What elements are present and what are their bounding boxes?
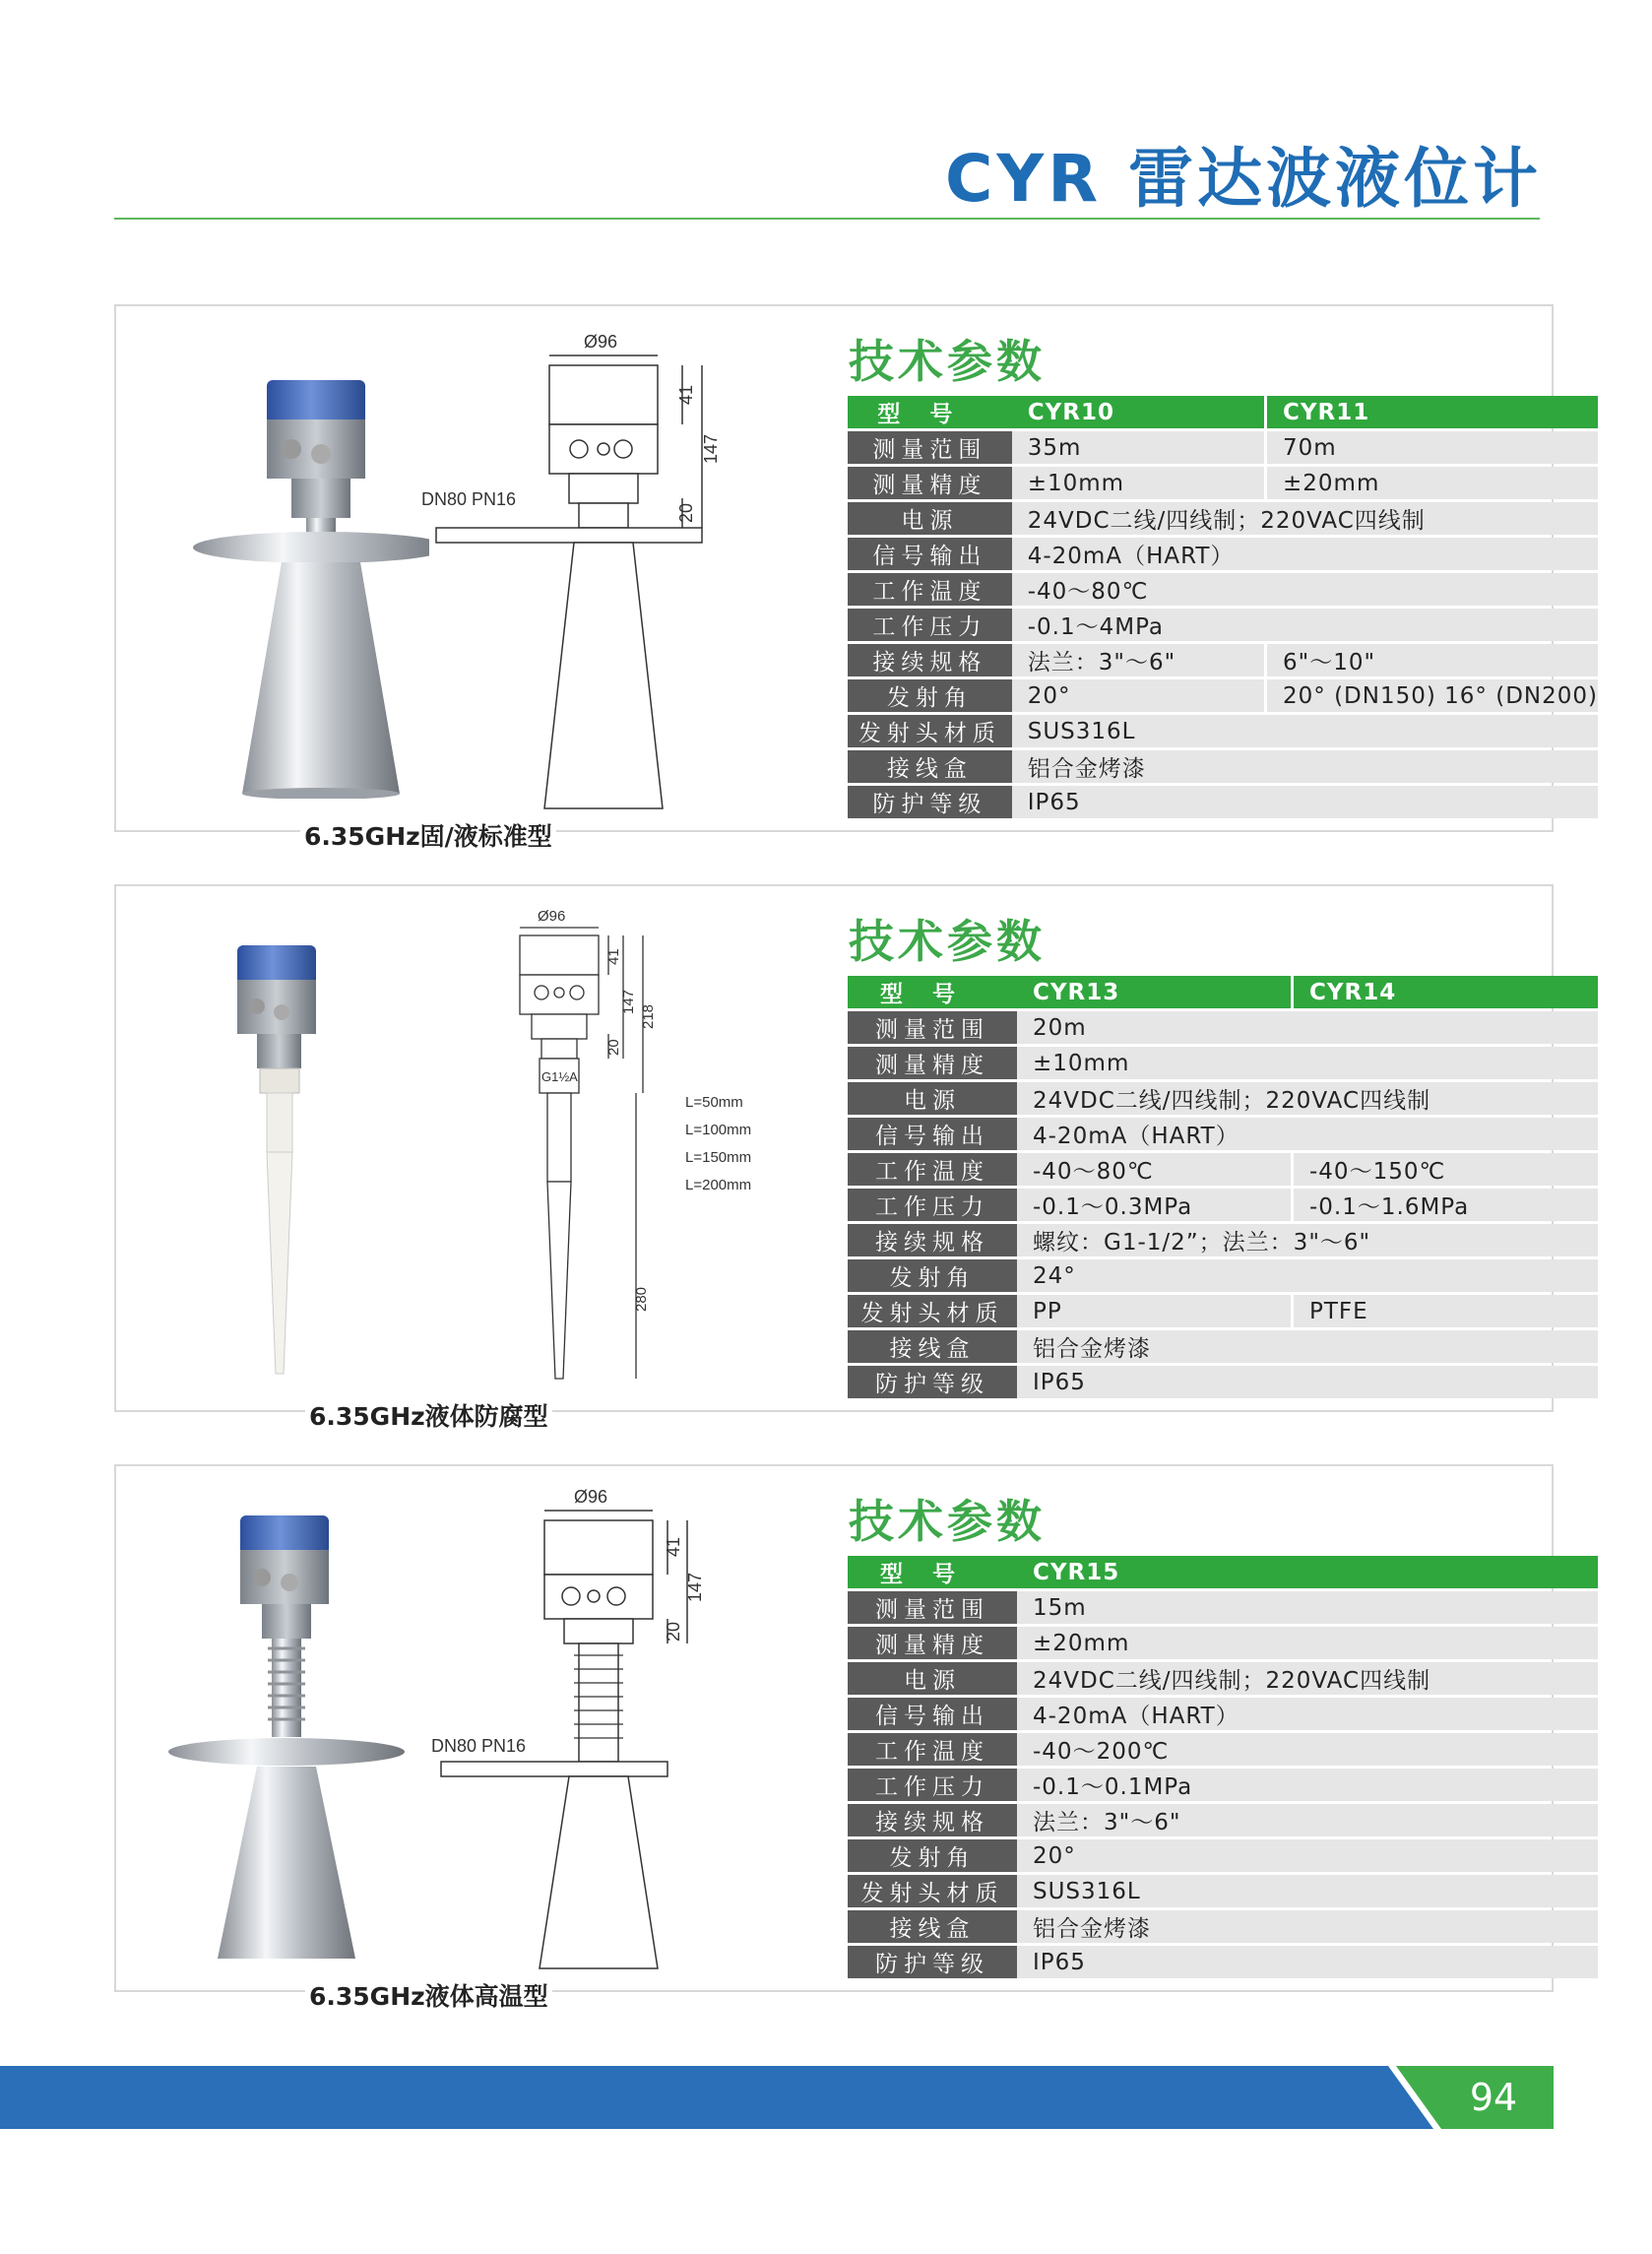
spec-label: 接续规格 <box>848 644 1012 676</box>
spec-label: 工作压力 <box>848 1769 1017 1801</box>
spec-value: -0.1～4MPa <box>1012 609 1598 641</box>
spec-value: ±10mm <box>1012 467 1267 499</box>
spec-label: 测量精度 <box>848 467 1012 499</box>
dim-147: 147 <box>685 1572 705 1602</box>
product-panel-1 <box>114 304 1598 832</box>
spec-value: 24VDC二线/四线制；220VAC四线制 <box>1017 1082 1598 1115</box>
footer-bar <box>0 2066 1477 2129</box>
spec-row <box>848 1082 1598 1115</box>
spec-value: 20° (DN150) 16° (DN200) <box>1267 679 1598 712</box>
spec-value: ±20mm <box>1017 1627 1598 1659</box>
dim-41: 41 <box>676 384 696 405</box>
spec-row <box>848 1047 1598 1079</box>
dim-flange: DN80 PN16 <box>421 489 517 509</box>
length-option: L=150mm <box>685 1149 752 1166</box>
dim-20: 20 <box>605 1039 622 1056</box>
spec-row <box>848 1259 1598 1292</box>
product-panel-3 <box>114 1464 1554 1992</box>
page-title: CYR 雷达波液位计 <box>944 141 1542 217</box>
spec-label: 测量精度 <box>848 1627 1017 1659</box>
spec-value: PTFE <box>1294 1295 1598 1327</box>
spec-label: 电源 <box>848 1662 1017 1695</box>
spec-row <box>848 467 1598 499</box>
spec-header-row <box>848 976 1598 1008</box>
spec-value: SUS316L <box>1012 715 1598 747</box>
spec-label: 型号 <box>848 1556 1017 1588</box>
dim-thread: G1½A <box>541 1069 578 1084</box>
spec-row <box>848 1366 1598 1398</box>
spec-value: 铝合金烤漆 <box>1017 1330 1598 1363</box>
spec-value: 铝合金烤漆 <box>1012 750 1598 783</box>
spec-value: -40～200℃ <box>1017 1733 1598 1766</box>
spec-value: 法兰：3"～6" <box>1012 644 1267 676</box>
spec-label: 接续规格 <box>848 1224 1017 1256</box>
spec-row <box>848 1946 1598 1978</box>
product-photo-anticorrosion <box>134 916 429 1379</box>
dimension-drawing-anticorrosion <box>421 906 835 1398</box>
model-cell: CYR10 <box>1012 396 1267 428</box>
spec-row <box>848 786 1598 818</box>
spec-row <box>848 1627 1598 1659</box>
spec-label: 测量范围 <box>848 1011 1017 1044</box>
spec-value: 4-20mA（HART） <box>1017 1698 1598 1730</box>
spec-label: 接续规格 <box>848 1804 1017 1836</box>
dim-20: 20 <box>664 1621 683 1642</box>
spec-label: 发射头材质 <box>848 1295 1017 1327</box>
spec-label: 信号输出 <box>848 538 1012 570</box>
spec-label: 防护等级 <box>848 1366 1017 1398</box>
spec-value: -0.1～0.3MPa <box>1017 1189 1294 1221</box>
dim-147: 147 <box>620 989 637 1014</box>
spec-value: -40～150℃ <box>1294 1153 1598 1186</box>
spec-row <box>848 1698 1598 1730</box>
spec-row <box>848 1330 1598 1363</box>
spec-label: 型号 <box>848 396 1012 428</box>
spec-label: 防护等级 <box>848 786 1012 818</box>
spec-header-row <box>848 396 1598 428</box>
spec-row <box>848 644 1598 676</box>
spec-value: 20° <box>1017 1839 1598 1872</box>
spec-row <box>848 1224 1598 1256</box>
spec-label: 电源 <box>848 502 1012 535</box>
spec-value: 4-20mA（HART） <box>1017 1118 1598 1150</box>
spec-value: 螺纹：G1-1/2”；法兰：3"～6" <box>1017 1224 1598 1256</box>
model-cell: CYR14 <box>1294 976 1598 1008</box>
spec-value: 24VDC二线/四线制；220VAC四线制 <box>1012 502 1598 535</box>
spec-title: 技术参数 <box>849 1495 1046 1548</box>
spec-title: 技术参数 <box>849 335 1046 388</box>
spec-row <box>848 1295 1598 1327</box>
spec-label: 接线盒 <box>848 750 1012 783</box>
spec-label: 测量精度 <box>848 1047 1017 1079</box>
spec-label: 工作压力 <box>848 1189 1017 1221</box>
spec-row <box>848 715 1598 747</box>
spec-value: 24VDC二线/四线制；220VAC四线制 <box>1017 1662 1598 1695</box>
spec-value: ±20mm <box>1267 467 1598 499</box>
model-cell: CYR11 <box>1267 396 1598 428</box>
spec-row <box>848 1591 1598 1624</box>
spec-title: 技术参数 <box>849 915 1046 968</box>
length-option: L=200mm <box>685 1177 752 1193</box>
length-option: L=100mm <box>685 1122 752 1138</box>
spec-label: 测量范围 <box>848 431 1012 464</box>
spec-row <box>848 502 1598 535</box>
spec-header-row <box>848 1556 1598 1588</box>
spec-row <box>848 1153 1598 1186</box>
spec-value: 法兰：3"～6" <box>1017 1804 1598 1836</box>
spec-row <box>848 750 1598 783</box>
spec-label: 接线盒 <box>848 1910 1017 1943</box>
spec-row <box>848 538 1598 570</box>
spec-value: -0.1～0.1MPa <box>1017 1769 1598 1801</box>
spec-table <box>848 1553 1598 1981</box>
spec-value: -0.1～1.6MPa <box>1294 1189 1598 1221</box>
spec-label: 发射角 <box>848 1259 1017 1292</box>
spec-value: 铝合金烤漆 <box>1017 1910 1598 1943</box>
spec-value: IP65 <box>1017 1946 1598 1978</box>
spec-row <box>848 1839 1598 1872</box>
spec-value: -40～80℃ <box>1012 573 1598 606</box>
spec-value: IP65 <box>1017 1366 1598 1398</box>
spec-label: 发射头材质 <box>848 715 1012 747</box>
product-panel-2 <box>114 884 1554 1412</box>
model-cell: CYR13 <box>1017 976 1294 1008</box>
length-option: L=50mm <box>685 1094 743 1111</box>
product-caption: 6.35GHz液体高温型 <box>305 1977 552 2013</box>
spec-row <box>848 1011 1598 1044</box>
title-divider <box>114 218 1540 220</box>
dim-diameter: Ø96 <box>584 332 618 352</box>
spec-row <box>848 1189 1598 1221</box>
dim-218: 218 <box>640 1003 657 1029</box>
spec-label: 接线盒 <box>848 1330 1017 1363</box>
product-caption: 6.35GHz液体防腐型 <box>305 1397 552 1433</box>
spec-row <box>848 1733 1598 1766</box>
spec-value: PP <box>1017 1295 1294 1327</box>
spec-label: 工作温度 <box>848 1153 1017 1186</box>
spec-value: -40～80℃ <box>1017 1153 1294 1186</box>
spec-label: 电源 <box>848 1082 1017 1115</box>
dim-280: 280 <box>633 1286 650 1312</box>
spec-label: 工作压力 <box>848 609 1012 641</box>
product-caption: 6.35GHz固/液标准型 <box>300 817 556 853</box>
dim-20: 20 <box>676 502 696 523</box>
dimension-drawing-standard <box>421 326 835 818</box>
product-photo-standard <box>134 336 429 799</box>
spec-label: 发射角 <box>848 1839 1017 1872</box>
dim-41: 41 <box>605 948 622 965</box>
spec-label: 信号输出 <box>848 1698 1017 1730</box>
spec-value: SUS316L <box>1017 1875 1598 1907</box>
spec-label: 工作温度 <box>848 1733 1017 1766</box>
spec-value: 15m <box>1017 1591 1598 1624</box>
spec-label: 工作温度 <box>848 573 1012 606</box>
spec-value: 35m <box>1012 431 1267 464</box>
dim-flange: DN80 PN16 <box>431 1736 527 1756</box>
spec-row <box>848 1875 1598 1907</box>
spec-label: 型号 <box>848 976 1017 1008</box>
dim-147: 147 <box>701 433 721 464</box>
spec-label: 防护等级 <box>848 1946 1017 1978</box>
spec-row <box>848 1662 1598 1695</box>
spec-table <box>848 393 1598 821</box>
spec-value: ±10mm <box>1017 1047 1598 1079</box>
spec-value: IP65 <box>1012 786 1598 818</box>
spec-label: 信号输出 <box>848 1118 1017 1150</box>
spec-value: 20m <box>1017 1011 1598 1044</box>
spec-value: 24° <box>1017 1259 1598 1292</box>
spec-value: 70m <box>1267 431 1598 464</box>
spec-row <box>848 573 1598 606</box>
spec-value: 20° <box>1012 679 1267 712</box>
spec-row <box>848 609 1598 641</box>
spec-value: 6"～10" <box>1267 644 1598 676</box>
spec-table <box>848 973 1598 1401</box>
dim-diameter: Ø96 <box>538 908 566 925</box>
spec-label: 测量范围 <box>848 1591 1017 1624</box>
spec-row <box>848 1804 1598 1836</box>
dim-diameter: Ø96 <box>574 1487 608 1507</box>
page-number: 94 <box>1469 2076 1518 2119</box>
spec-row <box>848 1910 1598 1943</box>
spec-row <box>848 431 1598 464</box>
spec-row <box>848 1118 1598 1150</box>
dimension-drawing-high-temp <box>421 1486 835 1978</box>
product-photo-high-temp <box>134 1496 429 1959</box>
dim-41: 41 <box>664 1536 683 1557</box>
spec-value: 4-20mA（HART） <box>1012 538 1598 570</box>
spec-label: 发射角 <box>848 679 1012 712</box>
model-cell: CYR15 <box>1017 1556 1598 1588</box>
spec-row <box>848 1769 1598 1801</box>
spec-label: 发射头材质 <box>848 1875 1017 1907</box>
spec-row <box>848 679 1598 712</box>
